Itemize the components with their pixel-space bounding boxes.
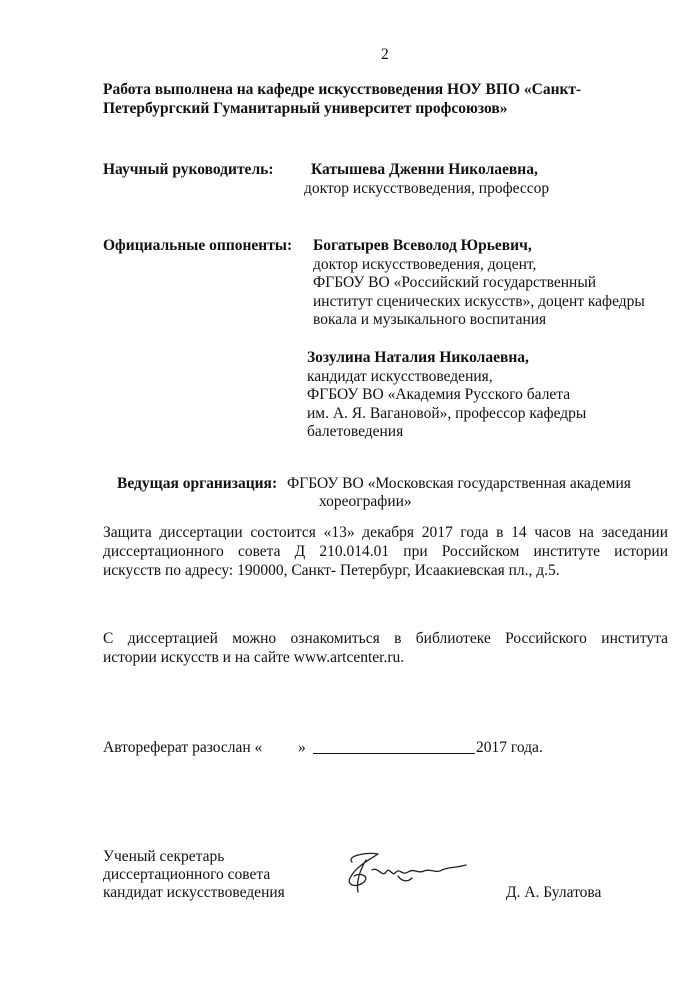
opponent-2-line-1: кандидат искусствоведения, bbox=[307, 368, 493, 385]
library-paragraph bbox=[103, 629, 668, 667]
abstract-sent-prefix: Автореферат разослан « bbox=[103, 739, 263, 756]
opponent-2-line-3: им. А. Я. Вагановой», профессор кафедры bbox=[307, 405, 587, 422]
supervisor-title: доктор искусствоведения, профессор bbox=[304, 180, 550, 197]
defense-line-3: искусств по адресу: 190000, Санкт- Петербург, Исаакиевская пл., д.5. bbox=[103, 562, 560, 579]
abstract-sent-suffix: 2017 года. bbox=[476, 739, 543, 756]
library-line-1: С диссертацией можно ознакомиться в библиотеке Российского института bbox=[103, 630, 668, 647]
supervisor-label: Научный руководитель: bbox=[103, 161, 274, 178]
page-number: 2 bbox=[381, 46, 389, 63]
defense-paragraph bbox=[103, 523, 668, 580]
opponent-1-line-2: ФГБОУ ВО «Российский государственный bbox=[313, 274, 597, 291]
opponent-1-line-1: доктор искусствоведения, доцент, bbox=[313, 256, 537, 273]
opponent-2-line-2: ФГБОУ ВО «Академия Русского балета bbox=[307, 386, 571, 403]
supervisor-name: Катышева Дженни Николаевна, bbox=[311, 161, 538, 178]
opponent-2-line-4: балетоведения bbox=[307, 423, 404, 440]
secretary-name: Д. А. Булатова bbox=[506, 884, 602, 901]
secretary-line-3: кандидат искусствоведения bbox=[103, 884, 285, 901]
opponents-label: Официальные оппоненты: bbox=[103, 237, 293, 254]
abstract-sent-blank bbox=[313, 753, 475, 754]
leading-org-label: Ведущая организация: bbox=[117, 475, 278, 492]
opponent-2-name: Зозулина Наталия Николаевна, bbox=[307, 349, 529, 366]
work-done-line-2: Петербургский Гуманитарный университет профсоюзов» bbox=[103, 100, 508, 117]
work-done-line-1: Работа выполнена на кафедре искусствоведения НОУ ВПО «Санкт- bbox=[103, 81, 582, 98]
opponent-1-line-4: вокала и музыкального воспитания bbox=[313, 311, 547, 328]
opponent-1-line-3: институт сценических искусств», доцент кафедры bbox=[313, 293, 645, 310]
leading-org-line-1: ФГБОУ ВО «Московская государственная академия bbox=[287, 475, 631, 492]
secretary-line-2: диссертационного совета bbox=[103, 866, 271, 883]
opponent-1-name: Богатырев Всеволод Юрьевич, bbox=[313, 237, 532, 254]
leading-org-line-2: хореографии» bbox=[319, 493, 412, 510]
library-line-2: истории искусств и на сайте www.artcenter.ru. bbox=[103, 649, 405, 666]
secretary-line-1: Ученый секретарь bbox=[103, 848, 225, 865]
defense-line-2: диссертационного совета Д 210.014.01 при Российском институте истории bbox=[103, 543, 668, 560]
signature-image bbox=[338, 848, 473, 898]
defense-line-1: Защита диссертации состоится «13» декабря 2017 года в 14 часов на заседании bbox=[103, 524, 668, 541]
abstract-sent-quote-close: » bbox=[298, 739, 306, 756]
